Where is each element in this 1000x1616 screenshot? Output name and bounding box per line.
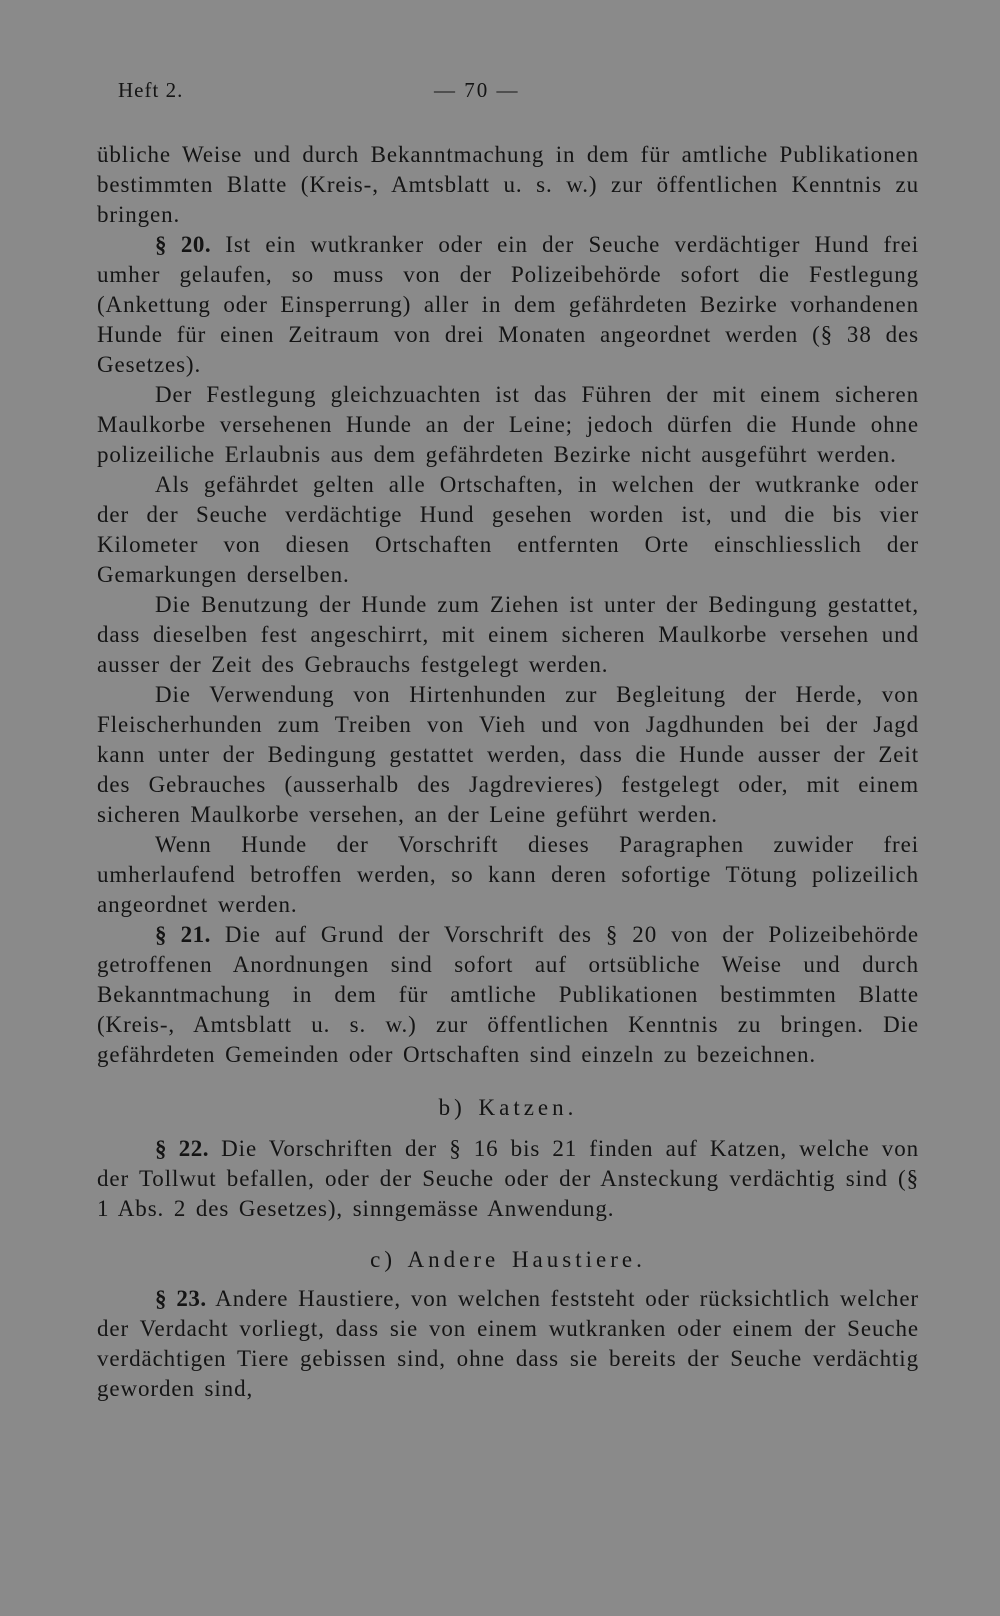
paragraph (97, 380, 919, 470)
paragraph-text: Andere Haustiere, von welchen feststeht oder rücksichtlich welcher der Verdacht vorliegt, dass sie von einem wutkranken oder einem der Seuche verdächtigen Tiere gebissen sind, ohne dass sie bereits der Seuche verdächtig geworden sind, (97, 1286, 919, 1401)
issue-label: Heft 2. (118, 78, 184, 102)
subheading-katzen: b) Katzen. (438, 1095, 578, 1120)
paragraph-text: Der Festlegung gleichzuachten ist das Führen der mit einem sicheren Maulkorbe versehenen Hunde an der Leine; jedoch dürfen die Hunde ohne polizeiliche Erlaubnis aus dem gefährdeten Bezirke nicht ausgeführt werden. (97, 382, 919, 467)
paragraph (97, 680, 919, 830)
section-number: § 22. (155, 1136, 209, 1161)
paragraph-text: Die Vorschriften der § 16 bis 21 finden auf Katzen, welche von der Tollwut befallen, oder der Seuche oder der Ansteckung verdächtig sind (§ 1 Abs. 2 des Gesetzes), sinngemässe Anwendung. (97, 1136, 919, 1221)
section-number: § 20. (155, 232, 212, 257)
paragraph-section-23 (97, 1284, 919, 1404)
paragraph (97, 830, 919, 920)
paragraph-text: übliche Weise und durch Bekanntmachung in dem für amtliche Publikationen bestimmten Blatte (Kreis-, Amtsblatt u. s. w.) zur öffentlichen Kenntnis zu bringen. (97, 142, 919, 227)
section-number: § 21. (155, 922, 211, 947)
paragraph (97, 590, 919, 680)
paragraph-text: Wenn Hunde der Vorschrift dieses Paragraphen zuwider frei umherlaufend betroffen werden, so kann deren sofortige Tötung polizeilich angeordnet werden. (97, 832, 919, 917)
page-header (118, 78, 918, 108)
page-number: — 70 — (434, 78, 520, 102)
subheading-andere-haustiere: c) Andere Haustiere. (370, 1247, 646, 1272)
paragraph-text: Als gefährdet gelten alle Ortschaften, in welchen der wutkranke oder der der Seuche verdächtige Hund gesehen worden ist, und die bis vier Kilometer von diesen Ortschaften entfernten Orte einschliesslich der Gemarkungen derselben. (97, 472, 919, 587)
paragraph-text: Die Verwendung von Hirtenhunden zur Begleitung der Herde, von Fleischerhunden zum Treiben von Vieh und von Jagdhunden bei der Jagd kann unter der Bedingung gestattet werden, dass die Hunde ausser der Zeit des Gebrauches (ausserhalb des Jagdrevieres) festgelegt oder, mit einem sicheren Maulkorbe versehen, an der Leine geführt werden. (97, 682, 919, 827)
paragraph-section-21 (97, 920, 919, 1070)
paragraph-text: Ist ein wutkranker oder ein der Seuche verdächtiger Hund frei umher gelaufen, so muss von der Polizeibehörde sofort die Festlegung (Ankettung oder Einsperrung) aller in dem gefährdeten Bezirke vorhandenen Hunde für einen Zeitraum von drei Monaten angeordnet werden (§ 38 des Gesetzes). (97, 232, 919, 377)
paragraph-section-22 (97, 1134, 919, 1224)
paragraph-continuation (97, 140, 919, 230)
paragraph-text: Die auf Grund der Vorschrift des § 20 von der Polizeibehörde getroffenen Anordnungen sind sofort auf ortsübliche Weise und durch Bekanntmachung in dem für amtliche Publikationen bestimmten Blatte (Kreis-, Amtsblatt u. s. w.) zur öffentlichen Kenntnis zu bringen. Die gefährdeten Gemeinden oder Ortschaften sind einzeln zu bezeichnen. (97, 922, 919, 1067)
body-text (97, 140, 919, 1404)
paragraph-section-20 (97, 230, 919, 380)
section-number: § 23. (155, 1286, 207, 1311)
paragraph (97, 470, 919, 590)
paragraph-text: Die Benutzung der Hunde zum Ziehen ist unter der Bedingung gestattet, dass dieselben fest angeschirrt, mit einem sicheren Maulkorbe versehen und ausser der Zeit des Gebrauchs festgelegt werden. (97, 592, 919, 677)
